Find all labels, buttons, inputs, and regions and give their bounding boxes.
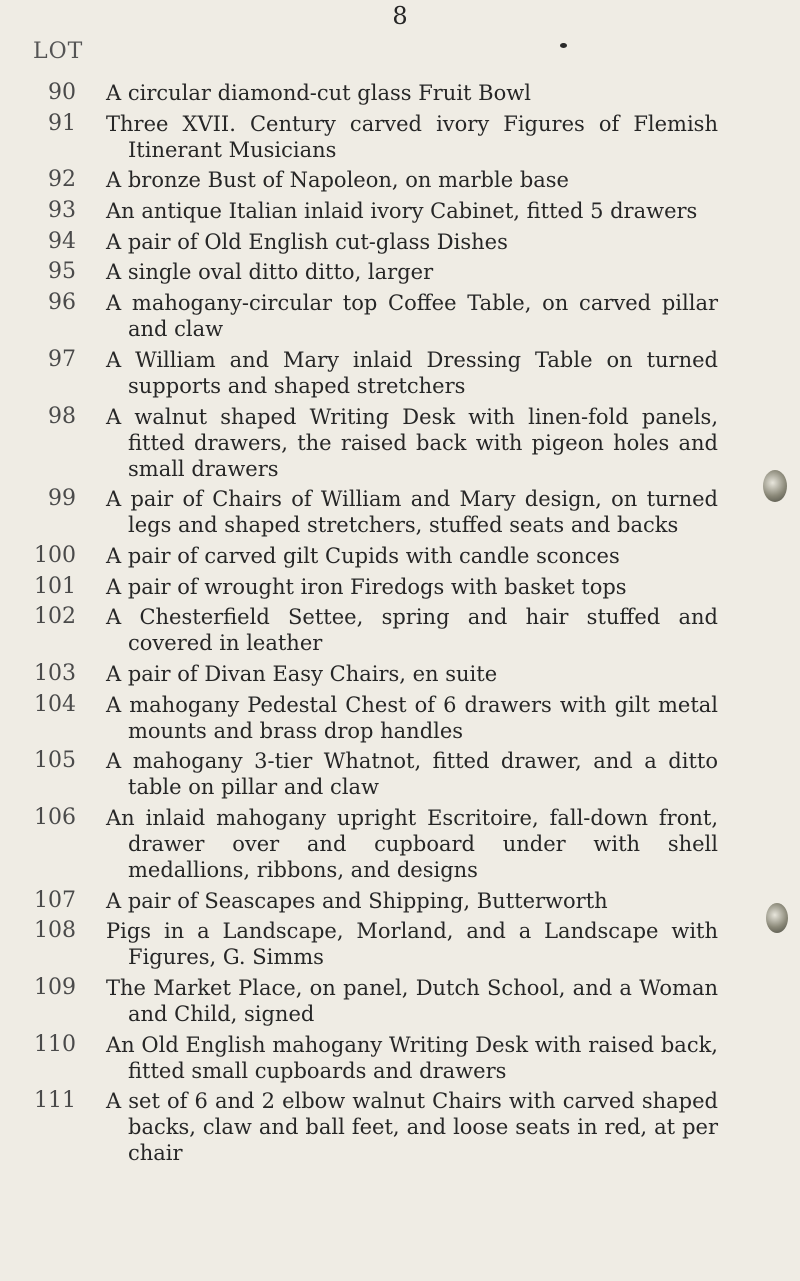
lot-number: 93 [48,198,76,224]
lot-list [0,80,800,1171]
lot-entry [0,1032,800,1084]
lot-entry [0,918,800,970]
lot-description: A mahogany-circular top Coffee Table, on carved pillar and claw [106,291,718,342]
lot-description: A set of 6 and 2 elbow walnut Chairs with carved shaped backs, claw and ball feet, and loose seats in red, at per chair [106,1089,718,1166]
lot-number: 103 [34,660,76,686]
lot-number: 98 [48,403,76,429]
lot-entry [0,1088,800,1166]
lot-number: 99 [48,486,76,512]
lot-entry [0,229,800,255]
lot-entry [0,661,800,687]
lot-entry [0,888,800,914]
lot-description: A single oval ditto ditto, larger [106,260,434,285]
lot-entry [0,111,800,163]
lot-entry [0,748,800,800]
lot-description: A pair of Old English cut-glass Dishes [106,229,508,254]
lot-description: An Old English mahogany Writing Desk with raised back, fitted small cupboards and drawers [106,1032,718,1083]
lot-entry [0,198,800,224]
lot-number: 111 [34,1088,76,1114]
lot-description: A mahogany 3-tier Whatnot, fitted drawer, and a ditto table on pillar and claw [106,749,718,800]
lot-description: A bronze Bust of Napoleon, on marble base [106,168,569,193]
lot-entry [0,604,800,656]
lot-number: 109 [34,975,76,1001]
lot-number: 106 [34,805,76,830]
lot-number: 104 [34,691,76,717]
lot-number: 110 [34,1031,76,1057]
lot-entry [0,543,800,569]
lot-entry [0,259,800,285]
lot-description: A pair of wrought iron Firedogs with basket tops [106,574,627,599]
lot-entry [0,692,800,744]
lot-description: Three XVII. Century carved ivory Figures of Flemish Itinerant Musicians [106,111,718,162]
lot-description: Pigs in a Landscape, Morland, and a Landscape with Figures, G. Simms [106,919,718,970]
lot-entry [0,80,800,106]
lot-number: 101 [34,573,76,599]
lot-number: 107 [34,887,76,913]
lot-description: A pair of Divan Easy Chairs, en suite [106,661,498,686]
lot-entry [0,167,800,193]
lot-description: A pair of Chairs of William and Mary design, on turned legs and shaped stretchers, stuffed seats and backs [106,487,718,538]
lot-column-header: LOT [33,39,84,64]
lot-entry [0,574,800,600]
page-number: 8 [392,2,408,30]
lot-description: A pair of carved gilt Cupids with candle sconces [106,543,620,568]
lot-description: An antique Italian inlaid ivory Cabinet, fitted 5 drawers [106,199,698,224]
lot-description: A mahogany Pedestal Chest of 6 drawers with gilt metal mounts and brass drop handles [106,692,718,743]
lot-entry [0,290,800,342]
lot-number: 100 [34,542,76,568]
lot-entry [0,975,800,1027]
lot-number: 90 [48,80,76,105]
lot-description: A circular diamond-cut glass Fruit Bowl [106,81,531,105]
lot-number: 91 [48,110,76,136]
lot-entry [0,404,800,482]
lot-description: A William and Mary inlaid Dressing Table on turned supports and shaped stretchers [106,347,718,398]
lot-number: 95 [48,259,76,285]
page-blot-mark [766,903,788,933]
ink-dot [560,43,567,48]
lot-description: A walnut shaped Writing Desk with linen-fold panels, fitted drawers, the raised back with pigeon holes and small drawers [106,404,718,481]
lot-description: An inlaid mahogany upright Escritoire, fall-down front, drawer over and cupboard under with shell medallions, ribbons, and designs [106,806,718,882]
lot-description: The Market Place, on panel, Dutch School, and a Woman and Child, signed [106,976,718,1027]
lot-description: A pair of Seascapes and Shipping, Butterworth [106,888,608,913]
page-blot-mark [763,470,787,502]
lot-number: 97 [48,346,76,372]
lot-number: 92 [48,167,76,193]
lot-number: 102 [34,604,76,630]
lot-number: 105 [34,748,76,774]
lot-entry [0,347,800,399]
lot-entry [0,486,800,538]
lot-description: A Chesterfield Settee, spring and hair stuffed and covered in leather [106,605,718,656]
lot-number: 94 [48,228,76,254]
lot-entry [0,805,800,883]
lot-number: 96 [48,290,76,316]
lot-number: 108 [34,918,76,944]
